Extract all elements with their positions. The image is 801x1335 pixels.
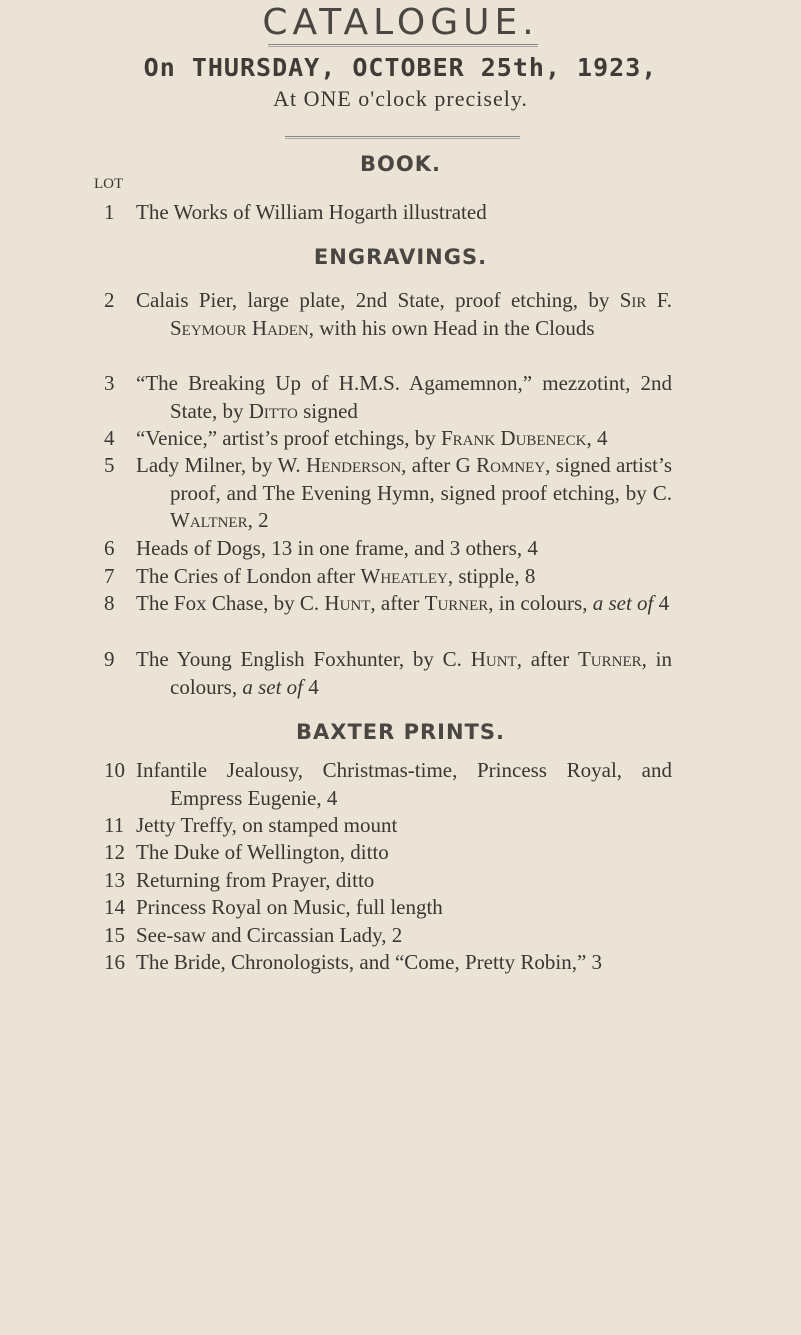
description-text: Princess Royal on Music, full length: [136, 895, 443, 919]
lot-number: 12: [104, 840, 125, 864]
lot-description: [136, 590, 672, 618]
description-text: signed: [297, 398, 358, 423]
description-text: , after G: [401, 453, 477, 477]
description-text: Calais Pier, large plate, 2nd State, proof etching, by: [136, 288, 620, 312]
lot-item: [104, 287, 672, 342]
lot-number: 16: [104, 950, 125, 974]
artist-name: Turner: [577, 647, 642, 671]
description-text: , in colours,: [488, 591, 593, 615]
description-text: Infantile Jealousy, Christmas-time, Princess Royal, and Empress Eugenie, 4: [136, 758, 672, 810]
lot-number: 8: [104, 591, 115, 615]
description-text: Heads of Dogs, 13 in one frame, and 3 others, 4: [136, 536, 538, 560]
description-text: a set of: [592, 591, 654, 615]
lot-item: [104, 839, 672, 867]
lot-description: [136, 646, 672, 701]
lot-item: [104, 535, 672, 563]
section-heading: BOOK.: [360, 152, 441, 176]
lot-number: 2: [104, 288, 115, 312]
artist-name: Ditto: [248, 398, 298, 423]
artist-name: Waltner: [170, 508, 248, 533]
lot-number: 13: [104, 868, 125, 892]
description-text: , stipple, 8: [447, 564, 536, 588]
description-text: The Fox Chase, by C.: [136, 591, 325, 615]
section-heading: BAXTER PRINTS.: [296, 720, 505, 744]
lot-item: [104, 370, 672, 425]
lot-number: 14: [104, 895, 125, 919]
lot-item: [104, 894, 672, 922]
description-text: The Cries of London after: [136, 564, 361, 588]
description-text: See-saw and Circassian Lady, 2: [136, 923, 403, 947]
lot-description: [136, 287, 672, 342]
description-text: , after: [370, 591, 425, 615]
lot-description: [136, 839, 672, 867]
description-text: , 2: [247, 508, 269, 533]
lot-description: [136, 425, 672, 453]
description-text: , signed artist’s proof, and The Evening Hymn, signed proof etching, by C.: [170, 453, 672, 505]
lot-description: [136, 370, 672, 425]
lot-number: 9: [104, 647, 115, 671]
description-text: , with his own Head in the Clouds: [308, 315, 595, 340]
lot-column-label: LOT: [94, 176, 124, 192]
description-text: , in colours,: [170, 647, 672, 699]
lot-description: [136, 922, 672, 950]
lot-item: [104, 425, 672, 453]
lot-number: 15: [104, 923, 125, 947]
lot-number: 1: [104, 200, 115, 224]
lot-number: 5: [104, 453, 115, 477]
divider: [268, 44, 538, 47]
description-text: 4: [653, 591, 670, 615]
description-text: The Bride, Chronologists, and “Come, Pretty Robin,” 3: [136, 950, 603, 974]
divider: [285, 136, 520, 139]
lot-item: [104, 563, 672, 591]
lot-item: [104, 867, 672, 895]
artist-name: Hunt: [324, 591, 371, 615]
lot-item: [104, 922, 672, 950]
description-text: The Works of William Hogarth illustrated: [136, 200, 487, 224]
description-text: , after: [516, 647, 578, 671]
lot-item: [104, 452, 672, 535]
description-text: The Duke of Wellington, ditto: [136, 840, 389, 864]
lot-description: [136, 452, 672, 535]
artist-name: Wheatley: [360, 564, 448, 588]
description-text: Jetty Treffy, on stamped mount: [136, 813, 398, 837]
description-text: “The Breaking Up of H.M.S. Agamemnon,” mezzotint, 2nd State, by: [136, 371, 672, 423]
description-text: Returning from Prayer, ditto: [136, 868, 375, 892]
lot-description: [136, 812, 672, 840]
lot-item: [104, 646, 672, 701]
lot-description: [136, 949, 672, 977]
catalogue-title: CATALOGUE.: [262, 2, 539, 43]
artist-name: Hunt: [470, 647, 517, 671]
lot-item: [104, 949, 672, 977]
section-heading: ENGRAVINGS.: [313, 245, 488, 269]
lot-description: [136, 535, 672, 563]
lot-description: [136, 199, 672, 227]
lot-item: [104, 199, 672, 227]
artist-name: Frank Dubeneck: [441, 426, 587, 450]
sale-time: At ONE o'clock precisely.: [273, 86, 528, 111]
description-text: a set of: [242, 674, 303, 699]
description-text: , 4: [586, 426, 608, 450]
lot-number: 4: [104, 426, 115, 450]
lot-item: [104, 590, 672, 618]
artist-name: Romney: [476, 453, 546, 477]
lot-item: [104, 757, 672, 812]
lot-number: 10: [104, 758, 125, 782]
lot-description: [136, 894, 672, 922]
sale-date: On THURSDAY, OCTOBER 25th, 1923,: [143, 53, 658, 82]
description-text: “Venice,” artist’s proof etchings, by: [136, 426, 441, 450]
artist-name: Henderson: [305, 453, 402, 477]
lot-description: [136, 563, 672, 591]
description-text: The Young English Foxhunter, by C.: [136, 647, 471, 671]
lot-item: [104, 812, 672, 840]
artist-name: Turner: [424, 591, 489, 615]
lot-number: 6: [104, 536, 115, 560]
lot-description: [136, 867, 672, 895]
lot-description: [136, 757, 672, 812]
lot-number: 7: [104, 564, 115, 588]
artist-name: Sir F. Seymour Haden: [170, 288, 672, 340]
description-text: Lady Milner, by W.: [136, 453, 306, 477]
lot-number: 3: [104, 371, 115, 395]
lot-number: 11: [104, 813, 125, 837]
description-text: 4: [303, 674, 319, 699]
